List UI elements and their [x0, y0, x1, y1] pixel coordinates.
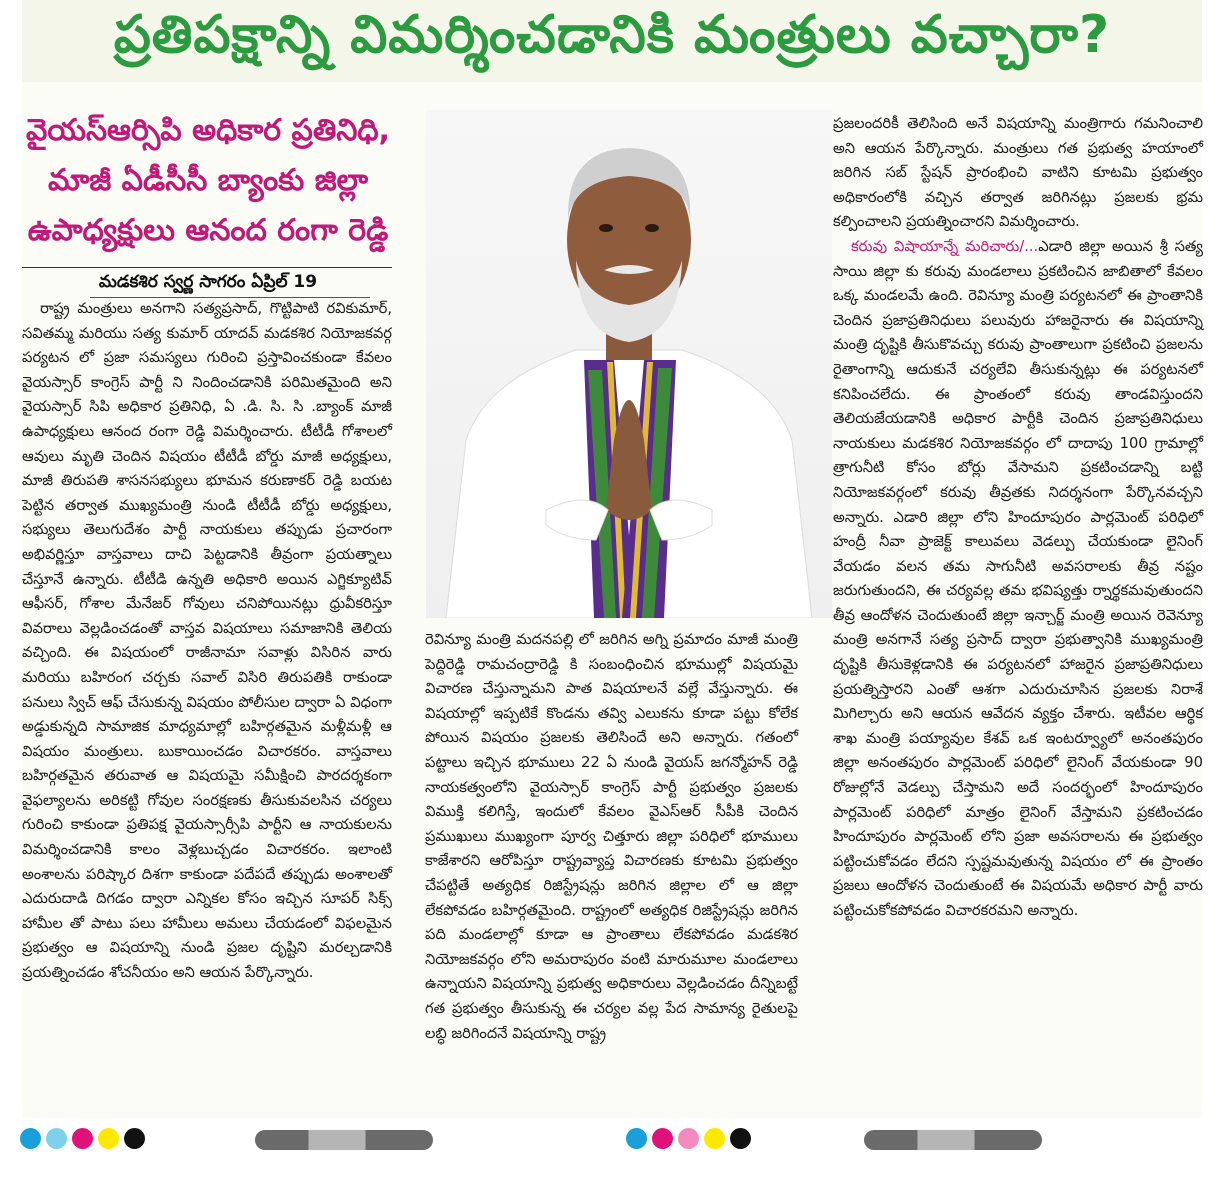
article-paragraph: [833, 235, 1203, 924]
cyan-dot: [20, 1128, 41, 1149]
subheadline-line: వైయస్ఆర్సిపి అధికార ప్రతినిధి,: [26, 113, 390, 148]
subheadline: [22, 106, 394, 256]
black-dot: [124, 1128, 145, 1149]
print-registration-bar: [255, 1130, 433, 1150]
cyan-dot: [626, 1128, 647, 1149]
article-paragraph-text: ఎడారి జిల్లా అయిన శ్రీ సత్య సాయి జిల్లా కు కరువు మండలాలు ప్రకటించిన జాబితాలో కేవలం ఒక్క మండలమే ఉంది. రెవిన్యూ మంత్రి పర్యటనలో ఈ ప్రాంతానికి చెందిన ప్రజాప్రతినిధులు పలువురు హాజరైనారు ఈ విషయాన్ని మంత్రి దృష్టికి తీసుకొవచ్చు కరువు ప్రాంతాలుగా ప్రకటించి ప్రజలను రైతాంగాన్ని ఆదుకునే చర్యలేవి తీసుకున్నట్లు ఈ పర్యటనలో కనిపించలేదు. ఈ ప్రాంతంలో కరువు తాండవిస్తుందని తెలియజేయడానికి అధికార పార్టీకి చెందిన ప్రజాప్రతినిధులు నాయకులు మడకశిర నియోజకవర్గం లో దాదాపు 100 గ్రామాల్లో త్రాగునీటి కోసం బోర్లు వేసామని ప్రకటించడాన్ని బట్టి నియోజకవర్గంలో కరువు తీవ్రతకు నిదర్శనంగా పేర్కొనవచ్చని అన్నారు. ఎడారి జిల్లా లోని హిందూపురం పార్లమెంట్ పరిధిలో హంద్రీ నీవా ప్రాజెక్ట్ కాలువలు వెడల్పు చేయకుండా లైనింగ్ వేయడం వలన తమ సాగునీటి అవసరాలకు తీవ్ర నష్టం జరుగుతుందని, ఈ చర్యవల్ల తమ భవిష్యత్తు ర్నార్థకమవుతుందని తీవ్ర ఆందోళన చెందుతుంటే జిల్లా ఇన్చార్జ్ మంత్రి అయిన రెవెన్యూ మంత్రి అనగానే సత్య ప్రసాద్ ద్వారా ప్రభుత్వానికి ముఖ్యమంత్రి దృష్టికి తీసుకెళ్లడానికి ఈ పర్యటనలో హాజరైన ప్రజాప్రతినిధులు ప్రయత్నిస్తారని ఎంతో ఆశగా ఎదురుచూసిన ప్రజలకు నిరాశే మిగిల్చారు అని ఆయన ఆవేదన వ్యక్తం చేశారు. ఇటీవల ఆర్థిక శాఖ మంత్రి పయ్యావుల కేశవ్ ఒక ఇంటర్వ్యూలో అనంతపురం జిల్లా అనంతపురం పార్లమెంట్ పరిధిలో లైనింగ్ వేయకుండా 90 రోజుల్లోనే వెడల్పు చేస్తామని అదే సందర్భంలో హిందూపురం పార్లమెంట్ పరిధిలో మాత్రం లైనింగ్ వేస్తామని ప్రకటించడం హిందూపురం పార్లమెంట్ లోని ప్రజా అవసరాలను ఈ ప్రభుత్వం పట్టించుకోవడం లేదని స్పష్టమవుతున్న విషయం లో ఈ ప్రాంతం ప్రజలు ఆందోళన చెందుతుంటే ఈ విషయమే అధికార పార్టీ వారు పట్టించుకోకపోవడం విచారకరమని అన్నారు.: [833, 237, 1204, 919]
yellow-dot: [704, 1128, 725, 1149]
dateline: మడకశిర స్వర్ణ సాగరం ఏప్రిల్ 19: [98, 272, 318, 292]
article-paragraph: రెవిన్యూ మంత్రి మదనపల్లి లో జరిగిన అగ్ని ప్రమాదం మాజీ మంత్రి పెద్దిరెడ్డి రామచంద్రారెడ్డి కి సంబంధించిన భూముల్లో విషయమై విచారణ చేస్తున్నామని పాత విషయాలనే వల్లే వేస్తున్నారు. ఈ విషయాల్లో ఇప్పటికే కొండను తవ్వి ఎలుకను కూడా పట్టు కోలేక పోయిన విషయం ప్రజలకు తెలిసిందే అని అన్నారు. గతంలో పట్టాలు ఇచ్చిన భూములు 22 ఏ నుండి వైయస్ జగన్మోహన్ రెడ్డి నాయకత్వంలోని వైయస్సార్ కాంగ్రెస్ పార్టీ ప్రభుత్వం ప్రజలకు విముక్తి కలిగిస్తే, ఇందులో కేవలం వైఎస్ఆర్ సీపీకి చెందిన ప్రముఖులు ముఖ్యంగా పూర్వ చిత్తూరు జిల్లా పరిధిలో భూములు కాజేశారని ఆరోపిస్తూ రాష్ట్రవ్యాప్త విచారణకు కూటమి ప్రభుత్వం చేపట్టితే అత్యధిక రిజిస్ట్రేషన్లు జరిగిన జిల్లాల లో ఆ జిల్లా లేకపోవడం బహిర్గతమైంది. రాష్ట్రంలో అత్యధిక రిజిస్ట్రేషన్లు జరిగిన పది మండలాల్లో కూడా ఆ ప్రాంతాలు లేకపోవడం మడకశిర నియోజకవర్గం లోని అమరాపురం వంటి మారుమూల మండలాలు ఉన్నాయని విషయాన్ని ప్రభుత్వ అధికారులు వెల్లడించడం దీన్నిబట్టే గత ప్రభుత్వం తీసుకున్న ఈ చర్యల వల్ల పేద సామాన్య రైతులపై లబ్ధి జరిగిందనే విషయాన్ని రాష్ట్ర: [425, 631, 798, 1042]
print-registration-bar: [864, 1130, 1042, 1150]
yellow-dot: [98, 1128, 119, 1149]
leader-photo: [426, 110, 832, 618]
article-paragraph: రాష్ట్ర మంత్రులు అనగాని సత్యప్రసాద్, గొట్టిపాటి రవికుమార్, సవితమ్మ మరియు సత్య కుమార్ యాదవ్ మడకశిర నియోజకవర్గ పర్యటన లో ప్రజా సమస్యలు గురించి ప్రస్తావించకుండా కేవలం వైయస్సార్ కాంగ్రెస్ పార్టీ ని నిందించడానికి పరిమితమైంది అని వైయస్సార్ సిపి అధికార ప్రతినిధి, ఏ .డి. సి. సి .బ్యాంక్ మాజీ ఉపాధ్యక్షులు ఆనంద రంగా రెడ్డి విమర్శించారు. టీటీడీ గోశాలలో ఆవులు మృతి చెందిన విషయం టీటీడీ బోర్డు మాజీ అధ్యక్షులు, మాజీ తిరుపతి శాసనసభ్యులు భూమన కరుణాకర్ రెడ్డి బయట పెట్టిన తర్వాత ముఖ్యమంత్రి నుండి టీటీడీ బోర్డు అధ్యక్షులు, సభ్యులు తెలుగుదేశం పార్టీ నాయకులు తప్పుడు ప్రచారంగా అభివర్ణిస్తూ వాస్తవాలు దాచి పెట్టడానికి తీవ్రంగా ప్రయత్నాలు చేస్తూనే ఉన్నారు. టీటీడి ఉన్నతి అధికారి అయిన ఎగ్జిక్యూటివ్ ఆఫీసర్, గోశాల మేనేజర్ గోవులు చనిపోయినట్లు ధ్రువీకరిస్తూ వివరాలు వెల్లడించడంతో వాస్తవ విషయాలు సమాజానికి తెలియ వచ్చింది. ఈ విషయంలో రాజీనామా సవాళ్లు విసిరిన వారు మరియు బహిరంగ చర్చకు సవాల్ విసిరి తిరుపతికి రాకుండా పనులు స్విచ్ ఆఫ్ చేసుకున్న విషయం పోలీసుల ద్వారా ఏ విధంగా అడ్డుకున్నది సామాజిక మాధ్యమాల్లో బహిర్గతమైన మళ్లీమళ్లీ ఆ విషయం మంత్రులు. బుకాయించడం విచారకరం. వాస్తవాలు బహిర్గతమైన తరువాత ఆ విషయమై సమీక్షించి పారదర్శకంగా వైఫల్యాలను అరికట్టి గోవుల సంరక్షణకు తీసుకువలసిన చర్యలు గురించి కాకుండా ప్రతిపక్ష వైయస్సార్సీపి పార్టీని ఆ నాయకులను విమర్శించడానికి కాలం వెళ్లబుచ్చడం విచారకరం. ఇలాంటి అంశాలను పరిష్కార దిశగా కాకుండా పదేపదే తప్పుడు అంశాలతో ఎదురుదాడి దిగడం ద్వారా ఎన్నికల కోసం ఇచ్చిన సూపర్ సిక్స్ హామీల తో పాటు పలు హామీలు అమలు చేయడంలో విఫలమైన ప్రభుత్వం ఆ విషయాన్ని నుండి ప్రజల దృష్టిని మరల్చడానికి ప్రయత్నించడం శోచనీయం అని ఆయన పేర్కొన్నారు.: [22, 300, 392, 982]
headline: ప్రతిపక్షాన్ని విమర్శించడానికి మంత్రులు వచ్చారా?: [22, 0, 1202, 82]
subheadline-line: ఉపాధ్యక్షులు ఆనంద రంగా రెడ్డి: [27, 213, 389, 248]
article-column-2: [425, 628, 798, 1103]
light-cyan-dot: [46, 1128, 67, 1149]
divider-rule: [22, 267, 392, 268]
person-namaste-illustration: [426, 110, 832, 618]
light-magenta-dot: [678, 1128, 699, 1149]
black-dot: [730, 1128, 751, 1149]
section-kicker: కరువు విషాయాన్నే మరిచారు/...: [851, 237, 1039, 255]
subheadline-line: మాజీ ఏడీసీసీ బ్యాంకు జిల్లా: [47, 163, 369, 198]
article-paragraph: ప్రజలందరికీ తెలిసింది అనే విషయాన్ని మంత్రిగారు గమనించాలి అని ఆయన పేర్కొన్నారు. మంత్రులు గత ప్రభుత్వ హయాంలో జరిగిన సబ్ స్టేషన్ ప్రారంభించి వాటిని కూటమి ప్రభుత్వం అధికారంలోకి వచ్చిన తర్వాత జరిగినట్లు ప్రజలకు భ్రమ కల్పించాలని ప్రయత్నించారని విమర్శించారు.: [833, 115, 1203, 231]
magenta-dot: [72, 1128, 93, 1149]
article-column-3: [833, 112, 1203, 1087]
magenta-dot: [652, 1128, 673, 1149]
article-column-1: [22, 297, 392, 1097]
